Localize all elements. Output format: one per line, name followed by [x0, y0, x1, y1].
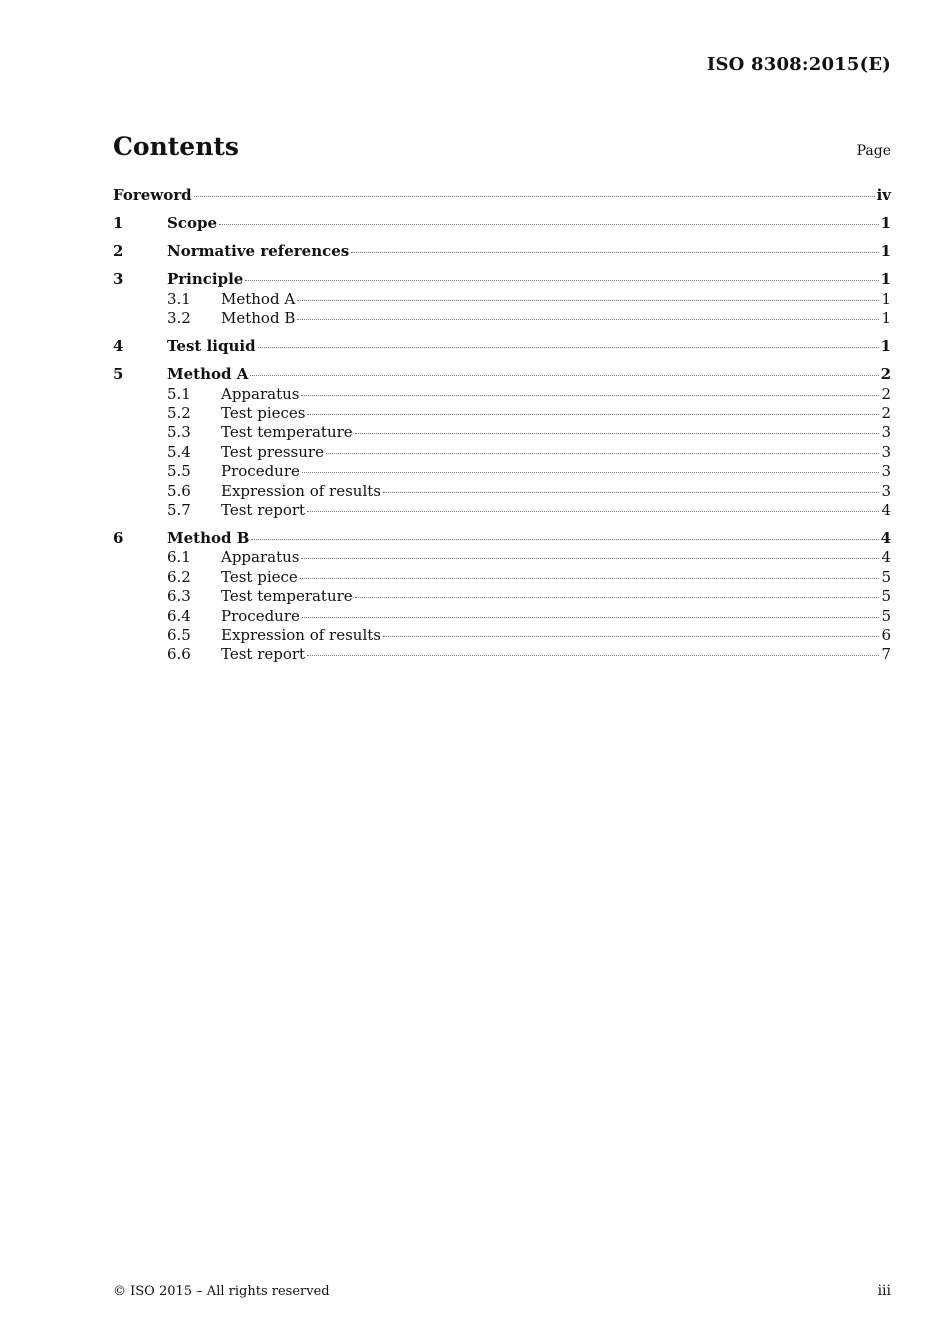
toc-entry-number: 5.1: [167, 384, 191, 403]
toc-entry-title: Scope: [167, 214, 218, 233]
toc-entry-page: 1: [881, 289, 891, 308]
dot-leader: [297, 315, 879, 320]
toc-entry[interactable]: [113, 270, 891, 289]
toc-entry-number: 1: [113, 214, 124, 233]
toc-entry[interactable]: [113, 529, 891, 548]
toc-entry-page: 5: [881, 567, 891, 586]
toc-entry-title: Apparatus: [221, 548, 300, 567]
toc-subentry[interactable]: [113, 568, 891, 587]
toc-entry-page: 3: [881, 481, 891, 500]
toc-entry-number: 6.3: [167, 587, 191, 606]
toc-entry-page: 1: [880, 242, 891, 261]
toc-entry-title: Test temperature: [221, 423, 353, 442]
toc-entry-page: 2: [880, 365, 891, 384]
dot-leader: [245, 276, 878, 281]
toc-entry-title: Procedure: [221, 606, 300, 625]
toc-subentry[interactable]: [113, 423, 891, 442]
toc-entry-number: 6.2: [167, 567, 191, 586]
toc-entry-title: Test liquid: [167, 337, 256, 356]
toc-entry-title: Test pressure: [221, 442, 324, 461]
toc-subentry[interactable]: [113, 482, 891, 501]
toc-entry-number: 6.6: [167, 645, 191, 664]
dot-leader: [383, 488, 879, 493]
dot-leader: [301, 391, 879, 396]
toc-entry-title: Foreword: [113, 186, 192, 204]
dot-leader: [307, 507, 879, 512]
toc-entry-title: Test temperature: [221, 587, 353, 606]
toc-entry-number: 5.4: [167, 442, 191, 461]
dot-leader: [302, 613, 880, 618]
toc-entry-number: 5.7: [167, 500, 191, 519]
toc-entry-title: Procedure: [221, 462, 300, 481]
toc-subentry[interactable]: [113, 501, 891, 520]
toc-entry-number: 3.2: [167, 309, 191, 328]
toc-entry[interactable]: [113, 214, 891, 233]
contents-heading: Contents: [113, 132, 240, 161]
toc-entry[interactable]: [113, 365, 891, 384]
dot-leader: [301, 554, 879, 559]
toc-entry-page: 1: [880, 214, 891, 233]
dot-leader: [383, 632, 879, 637]
toc-entry-number: 3.1: [167, 289, 191, 308]
toc-entry-page: 4: [881, 500, 891, 519]
page-number: iii: [877, 1283, 891, 1299]
toc-entry-page: 4: [880, 528, 891, 547]
toc-entry-title: Normative references: [167, 242, 350, 261]
dot-leader: [297, 296, 879, 301]
toc-entry-page: 1: [880, 270, 891, 289]
toc-entry-page: 2: [881, 384, 891, 403]
toc-entry-number: 5.3: [167, 423, 191, 442]
toc-entry-page: 3: [881, 462, 891, 481]
toc-subentry[interactable]: [113, 587, 891, 606]
toc-entry-number: 5.2: [167, 403, 191, 422]
toc-subentry[interactable]: [113, 404, 891, 423]
dot-leader: [355, 429, 880, 434]
toc-entry-title: Method B: [221, 309, 296, 328]
toc-subentry[interactable]: [113, 626, 891, 645]
toc-subentry[interactable]: [113, 290, 891, 309]
toc-entry-page: 5: [881, 587, 891, 606]
toc-entry-number: 3: [113, 270, 124, 289]
toc-entry-title: Test report: [221, 645, 306, 664]
dot-leader: [326, 449, 879, 454]
toc-entry-number: 5.5: [167, 462, 191, 481]
toc-entry-page: 4: [881, 548, 891, 567]
dot-leader: [307, 651, 879, 656]
toc-entry-page: 7: [881, 645, 891, 664]
toc-entry-title: Principle: [167, 270, 244, 289]
toc-entry-title: Expression of results: [221, 625, 381, 644]
toc-entry-title: Test report: [221, 500, 306, 519]
toc-entry-title: Method A: [221, 289, 296, 308]
dot-leader: [194, 192, 875, 197]
dot-leader: [355, 593, 880, 598]
toc-entry[interactable]: [113, 242, 891, 261]
toc-entry-title: Method A: [167, 365, 249, 384]
toc-entry-page: 1: [880, 337, 891, 356]
toc-entry-number: 2: [113, 242, 124, 261]
toc-entry[interactable]: [113, 337, 891, 356]
dot-leader: [307, 410, 879, 415]
toc-subentry[interactable]: [113, 645, 891, 664]
toc-subentry[interactable]: [113, 462, 891, 481]
toc-entry-page: 2: [881, 403, 891, 422]
toc-subentry[interactable]: [113, 443, 891, 462]
dot-leader: [251, 535, 878, 540]
toc-entry-page: 5: [881, 606, 891, 625]
toc-entry-page: 6: [881, 625, 891, 644]
dot-leader: [351, 248, 878, 253]
toc-entry-title: Test piece: [221, 567, 298, 586]
toc-entry-number: 4: [113, 337, 124, 356]
toc-subentry[interactable]: [113, 309, 891, 328]
toc-entry-page: iv: [876, 186, 891, 204]
toc-entry-number: 5.6: [167, 481, 191, 500]
document-identifier: ISO 8308:2015(E): [706, 54, 891, 75]
toc-entry-title: Apparatus: [221, 384, 300, 403]
dot-leader: [300, 574, 880, 579]
toc-entry-number: 5: [113, 365, 124, 384]
toc-subentry[interactable]: [113, 385, 891, 404]
toc-entry-number: 6.1: [167, 548, 191, 567]
dot-leader: [258, 343, 879, 348]
toc-entry[interactable]: [113, 186, 891, 205]
table-of-contents: [113, 186, 891, 665]
toc-entry-title: Test pieces: [221, 403, 306, 422]
dot-leader: [219, 220, 879, 225]
toc-entry-title: Expression of results: [221, 481, 381, 500]
toc-entry-number: 6.4: [167, 606, 191, 625]
toc-entry-page: 1: [881, 309, 891, 328]
page-column-label: Page: [856, 143, 891, 159]
toc-entry-title: Method B: [167, 528, 250, 547]
copyright-notice: © ISO 2015 – All rights reserved: [113, 1284, 330, 1299]
dot-leader: [250, 371, 878, 376]
toc-entry-number: 6.5: [167, 625, 191, 644]
toc-entry-number: 6: [113, 528, 124, 547]
dot-leader: [302, 468, 880, 473]
toc-entry-page: 3: [881, 442, 891, 461]
toc-subentry[interactable]: [113, 607, 891, 626]
toc-entry-page: 3: [881, 423, 891, 442]
toc-subentry[interactable]: [113, 548, 891, 567]
